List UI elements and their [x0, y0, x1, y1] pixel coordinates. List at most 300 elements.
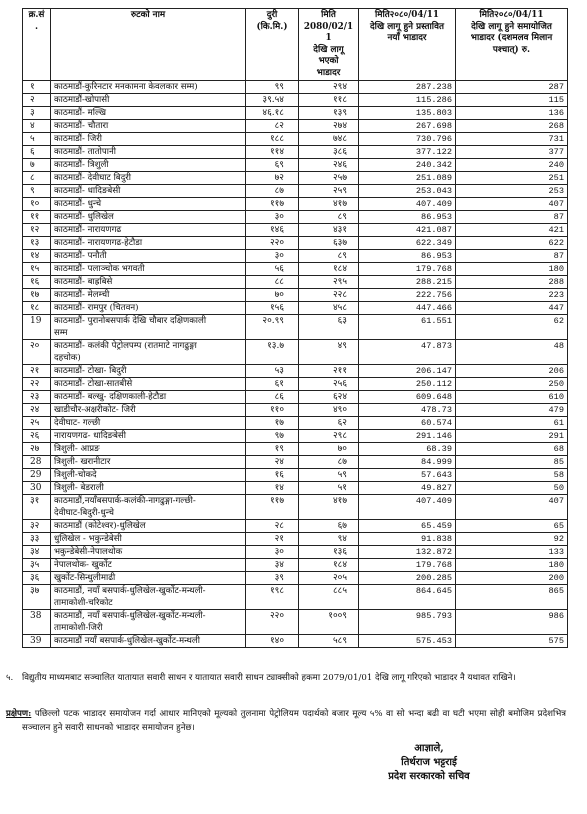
serial-number-cell: २७: [23, 443, 51, 456]
distance-cell: २२०: [246, 610, 299, 635]
adjusted-fare-cell: 87: [456, 211, 568, 224]
previous-fare-cell: ५८९: [299, 635, 359, 648]
route-name-line: काठमाडौं- धुन्चे: [54, 199, 102, 209]
previous-fare-cell: ६३७: [299, 237, 359, 250]
route-name-cell: [51, 198, 246, 211]
route-name-cell: [51, 378, 246, 391]
table-row: [23, 289, 568, 302]
adjusted-fare-cell: 731: [456, 133, 568, 146]
previous-fare-cell: ८९: [299, 250, 359, 263]
previous-fare-cell: १८४: [299, 559, 359, 572]
previous-fare-cell: ९४: [299, 533, 359, 546]
serial-number-cell: २६: [23, 430, 51, 443]
proposed-fare-cell: 251.089: [359, 172, 456, 185]
serial-number-cell: 28: [23, 456, 51, 469]
distance-cell: ३०: [246, 546, 299, 559]
route-name-line: काठमाडौं- धुलिखेल: [54, 212, 114, 222]
serial-number-cell: ३४: [23, 546, 51, 559]
previous-fare-cell: ५९: [299, 469, 359, 482]
adjusted-fare-cell: 133: [456, 546, 568, 559]
table-row: [23, 635, 568, 648]
route-name-line: नारायणगढ- धादिङबेसी: [54, 431, 126, 441]
header-distance: [246, 9, 299, 81]
proposed-fare-cell: 609.648: [359, 391, 456, 404]
fare-table-body: [23, 81, 568, 648]
table-row: [23, 250, 568, 263]
route-name-line: काठमाडौं- मेलम्ची: [54, 290, 110, 300]
route-name-cell: [51, 456, 246, 469]
table-row: [23, 159, 568, 172]
table-row: [23, 417, 568, 430]
table-row: [23, 391, 568, 404]
route-name-line: काठमाडौं- बाह्रबिसे: [54, 277, 113, 287]
previous-fare-cell: ८९: [299, 211, 359, 224]
route-name-line: खाडीचौर-अक्षरीकोट- जिरी: [54, 405, 136, 415]
previous-fare-cell: २५६: [299, 378, 359, 391]
route-name-cell: [51, 211, 246, 224]
proposed-fare-cell: 57.643: [359, 469, 456, 482]
route-name-line: काठमाडौं- नारायणगढ-हेटौडा: [54, 238, 143, 248]
table-row: [23, 107, 568, 120]
route-name-cell: [51, 482, 246, 495]
distance-cell: ८७: [246, 185, 299, 198]
proposed-fare-cell: 288.215: [359, 276, 456, 289]
previous-fare-cell: ११८: [299, 94, 359, 107]
route-name-line: काठमाडौं- नारायणगढ: [54, 225, 122, 235]
route-name-line: काठमाडौं- देवीघाट बिदुरी: [54, 173, 132, 183]
distance-cell: २०.९९: [246, 315, 299, 340]
route-name-line: दहचोक): [54, 353, 81, 363]
previous-fare-cell: ४३१: [299, 224, 359, 237]
proposed-fare-cell: 86.953: [359, 211, 456, 224]
header-line: (कि.मि.): [256, 21, 288, 32]
serial-number-cell: १८: [23, 302, 51, 315]
adjusted-fare-cell: 291: [456, 430, 568, 443]
route-name-line: काठमाडौं- चौतारा: [54, 121, 109, 131]
distance-cell: ३९.५४: [246, 94, 299, 107]
serial-number-cell: १५: [23, 263, 51, 276]
serial-number-cell: ९: [23, 185, 51, 198]
adjusted-fare-cell: 251: [456, 172, 568, 185]
route-name-cell: [51, 120, 246, 133]
distance-cell: १७: [246, 417, 299, 430]
table-row: [23, 224, 568, 237]
previous-fare-cell: २४६: [299, 159, 359, 172]
serial-number-cell: १६: [23, 276, 51, 289]
table-row: [23, 172, 568, 185]
serial-number-cell: ३५: [23, 559, 51, 572]
fare-table: [22, 8, 568, 648]
route-name-line: त्रिशुली-चोकदे: [54, 470, 97, 480]
adjusted-fare-cell: 68: [456, 443, 568, 456]
previous-fare-cell: १००९: [299, 610, 359, 635]
table-row: [23, 302, 568, 315]
table-row: [23, 94, 568, 107]
previous-fare-cell: ६२४: [299, 391, 359, 404]
serial-number-cell: ३: [23, 107, 51, 120]
proposed-fare-cell: 864.645: [359, 585, 456, 610]
distance-cell: २१: [246, 533, 299, 546]
header-line: क्र.सं: [28, 10, 45, 20]
header-line: देखि लागू हुने प्रस्तावित: [370, 21, 444, 32]
proposed-fare-cell: 61.551: [359, 315, 456, 340]
header-serial-number: [23, 9, 51, 81]
adjusted-fare-cell: 48: [456, 340, 568, 365]
route-name-cell: [51, 237, 246, 250]
distance-cell: ५६: [246, 263, 299, 276]
route-name-cell: [51, 365, 246, 378]
route-name-line: त्रिशुली- बेडराली: [54, 483, 104, 493]
proposed-fare-cell: 49.827: [359, 482, 456, 495]
serial-number-cell: १२: [23, 224, 51, 237]
previous-fare-cell: २७४: [299, 120, 359, 133]
previous-fare-cell: ८८५: [299, 585, 359, 610]
adjusted-fare-cell: 447: [456, 302, 568, 315]
route-name-cell: [51, 81, 246, 94]
distance-cell: ४६.१८: [246, 107, 299, 120]
serial-number-cell: २१: [23, 365, 51, 378]
table-row: [23, 276, 568, 289]
proposed-fare-cell: 206.147: [359, 365, 456, 378]
distance-cell: ६१: [246, 378, 299, 391]
adjusted-fare-cell: 865: [456, 585, 568, 610]
distance-cell: १६: [246, 469, 299, 482]
adjusted-fare-cell: 253: [456, 185, 568, 198]
signature-block: [364, 742, 494, 784]
distance-cell: ११७: [246, 198, 299, 211]
proposed-fare-cell: 730.796: [359, 133, 456, 146]
adjusted-fare-cell: 240: [456, 159, 568, 172]
table-row: [23, 378, 568, 391]
distance-cell: ९९: [246, 81, 299, 94]
previous-fare-cell: १३९: [299, 107, 359, 120]
proposed-fare-cell: 65.459: [359, 520, 456, 533]
adjusted-fare-cell: 421: [456, 224, 568, 237]
distance-cell: ३०: [246, 250, 299, 263]
route-name-line: तामाकोशी-चरिकोट: [54, 598, 113, 608]
route-name-line: त्रिशुली- आप्रङ: [54, 444, 100, 454]
route-name-line: काठमाडौं (कोटेश्वर)-धुलिखेल: [54, 521, 146, 531]
header-line: रुटको नाम: [130, 10, 166, 20]
adjusted-fare-cell: 287: [456, 81, 568, 94]
distance-cell: ८२: [246, 120, 299, 133]
serial-number-cell: ३२: [23, 520, 51, 533]
proposed-fare-cell: 179.768: [359, 559, 456, 572]
proposed-fare-cell: 985.793: [359, 610, 456, 635]
serial-number-cell: 19: [23, 315, 51, 340]
distance-cell: ६९: [246, 159, 299, 172]
route-name-line: काठमाडौं, नयाँ बसपार्क-धुलिखेल-खुर्कोट-मन्थली-: [54, 611, 206, 621]
serial-number-cell: 38: [23, 610, 51, 635]
proposed-fare-cell: 86.953: [359, 250, 456, 263]
table-row: [23, 340, 568, 365]
route-name-cell: [51, 250, 246, 263]
serial-number-cell: १४: [23, 250, 51, 263]
route-name-cell: [51, 224, 246, 237]
distance-cell: ७२: [246, 172, 299, 185]
proposed-fare-cell: 179.768: [359, 263, 456, 276]
adjusted-fare-cell: 92: [456, 533, 568, 546]
table-row: [23, 133, 568, 146]
previous-fare-cell: ६७: [299, 520, 359, 533]
proposed-fare-cell: 84.999: [359, 456, 456, 469]
header-line: नयाँ भाडादर: [387, 33, 427, 43]
serial-number-cell: २३: [23, 391, 51, 404]
header-line: भाडादर: [316, 67, 341, 78]
header-previous-fare: [299, 9, 359, 81]
proposed-fare-cell: 115.286: [359, 94, 456, 107]
serial-number-cell: ६: [23, 146, 51, 159]
proposed-fare-cell: 407.409: [359, 495, 456, 520]
route-name-cell: [51, 172, 246, 185]
route-name-cell: [51, 263, 246, 276]
route-name-cell: [51, 185, 246, 198]
route-name-cell: [51, 133, 246, 146]
previous-fare-cell: २२८: [299, 289, 359, 302]
table-row: [23, 430, 568, 443]
route-name-line: काठमाडौं- मल्खि: [54, 108, 107, 118]
previous-fare-cell: ४९०: [299, 404, 359, 417]
table-row: [23, 443, 568, 456]
proposed-fare-cell: 135.803: [359, 107, 456, 120]
previous-fare-cell: २०५: [299, 572, 359, 585]
table-row: [23, 456, 568, 469]
route-name-line: काठमाडौं नयाँ बसपार्क-धुलिखेल-खुर्कोट-मन्थली: [54, 636, 200, 646]
projection-text: पछिल्लो पटक भाडादर समायोजन गर्दा आधार मानिएको मूल्यको तुलनामा पेट्रोलियम पदार्थको बजार मूल्य ५% वा सो भन्दा बढी वा घटी भएमा सोही बमोजिम प्रदेशभित्र सञ्चालन हुने सवारी साधनको भाडादर समायोजन हुनेछ।: [22, 709, 566, 733]
distance-cell: १८८: [246, 133, 299, 146]
serial-number-cell: १०: [23, 198, 51, 211]
route-name-line: खुर्कोट-सिन्धुलीमाढी: [54, 573, 116, 583]
table-row: [23, 315, 568, 340]
distance-cell: ३९: [246, 572, 299, 585]
adjusted-fare-cell: 622: [456, 237, 568, 250]
projection-note: [6, 707, 566, 735]
table-row: [23, 585, 568, 610]
adjusted-fare-cell: 50: [456, 482, 568, 495]
adjusted-fare-cell: 407: [456, 198, 568, 211]
proposed-fare-cell: 287.238: [359, 81, 456, 94]
route-name-line: धुलिखेल - भकुन्डेबेसी: [54, 534, 122, 544]
previous-fare-cell: १८४: [299, 263, 359, 276]
route-name-line: काठमाडौं- जिरी: [54, 134, 102, 144]
header-line: 1: [325, 33, 332, 43]
route-name-line: भकुन्डेबेसी-नेपालथोक: [54, 547, 123, 557]
table-row: [23, 520, 568, 533]
table-row: [23, 572, 568, 585]
adjusted-fare-cell: 223: [456, 289, 568, 302]
proposed-fare-cell: 47.873: [359, 340, 456, 365]
distance-cell: १४०: [246, 635, 299, 648]
route-name-cell: [51, 430, 246, 443]
route-name-cell: [51, 520, 246, 533]
table-row: [23, 482, 568, 495]
route-name-line: काठमाडौं-कुरिनटार मनकामना केवलकार सम्म): [54, 82, 198, 92]
previous-fare-cell: २९४: [299, 81, 359, 94]
previous-fare-cell: २११: [299, 365, 359, 378]
adjusted-fare-cell: 180: [456, 263, 568, 276]
proposed-fare-cell: 291.146: [359, 430, 456, 443]
table-row: [23, 559, 568, 572]
route-name-line: काठमाडौं- कलंकी पेट्रोलपम्प (रातमाटे नागढुङ्गा: [54, 341, 197, 351]
header-line: 2080/02/1: [303, 21, 354, 32]
header-line: देखि लागू: [313, 44, 344, 55]
route-name-cell: [51, 585, 246, 610]
previous-fare-cell: २५९: [299, 185, 359, 198]
distance-cell: ८८: [246, 276, 299, 289]
proposed-fare-cell: 267.698: [359, 120, 456, 133]
route-name-cell: [51, 417, 246, 430]
route-name-line: काठमाडौं- टोखा-सातबीसे: [54, 379, 133, 389]
serial-number-cell: 30: [23, 482, 51, 495]
header-route-name: [51, 9, 246, 81]
table-row: [23, 211, 568, 224]
distance-cell: ११७: [246, 495, 299, 520]
distance-cell: १४: [246, 482, 299, 495]
route-name-cell: [51, 146, 246, 159]
previous-fare-cell: ६३: [299, 315, 359, 340]
serial-number-cell: 29: [23, 469, 51, 482]
proposed-fare-cell: 250.112: [359, 378, 456, 391]
proposed-fare-cell: 222.756: [359, 289, 456, 302]
route-name-line: सम्म: [54, 328, 68, 338]
proposed-fare-cell: 60.574: [359, 417, 456, 430]
table-row: [23, 185, 568, 198]
route-name-cell: [51, 559, 246, 572]
table-row: [23, 120, 568, 133]
proposed-fare-cell: 240.342: [359, 159, 456, 172]
header-adjusted-fare: [456, 9, 568, 81]
route-name-cell: [51, 315, 246, 340]
projection-label: प्रक्षेपण:: [6, 709, 32, 719]
route-name-line: काठमाडौं, नयाँ बसपार्क-धुलिखेल-खुर्कोट-मन्थली-: [54, 586, 206, 596]
distance-cell: ३४: [246, 559, 299, 572]
previous-fare-cell: ४१७: [299, 198, 359, 211]
proposed-fare-cell: 478.73: [359, 404, 456, 417]
distance-cell: १९: [246, 443, 299, 456]
adjusted-fare-cell: 206: [456, 365, 568, 378]
adjusted-fare-cell: 268: [456, 120, 568, 133]
route-name-line: काठमाडौं- त्रिशुली: [54, 160, 109, 170]
route-name-cell: [51, 533, 246, 546]
route-name-cell: [51, 635, 246, 648]
route-name-cell: [51, 276, 246, 289]
adjusted-fare-cell: 250: [456, 378, 568, 391]
signatory-designation: प्रदेश सरकारको सचिव: [388, 771, 470, 782]
table-row: [23, 237, 568, 250]
route-name-line: देवीघाट- गल्छी: [54, 418, 101, 428]
proposed-fare-cell: 421.087: [359, 224, 456, 237]
table-row: [23, 146, 568, 159]
previous-fare-cell: ४१७: [299, 495, 359, 520]
table-row: [23, 533, 568, 546]
route-name-cell: [51, 610, 246, 635]
proposed-fare-cell: 447.466: [359, 302, 456, 315]
distance-cell: १३.७: [246, 340, 299, 365]
route-name-line: काठमाडौं- पनौती: [54, 251, 107, 261]
route-name-line: काठमाडौं- धादिङबेसी: [54, 186, 121, 196]
route-name-line: काठमाडौं- तातोपानी: [54, 147, 116, 157]
route-name-line: काठमाडौं- बल्खु- दक्षिणकाली-हेटौडा: [54, 392, 167, 402]
distance-cell: २२०: [246, 237, 299, 250]
route-name-line: काठमाडौं- टोखा- बिदुरी: [54, 366, 127, 376]
serial-number-cell: ३६: [23, 572, 51, 585]
route-name-line: काठमाडौं-खोपासी: [54, 95, 110, 105]
distance-cell: १४६: [246, 224, 299, 237]
adjusted-fare-cell: 62: [456, 315, 568, 340]
route-name-line: काठमाडौं- रामपुर (चितवन): [54, 303, 139, 313]
adjusted-fare-cell: 288: [456, 276, 568, 289]
route-name-line: नेपालथोक- खुर्कोट: [54, 560, 112, 570]
adjusted-fare-cell: 115: [456, 94, 568, 107]
adjusted-fare-cell: 65: [456, 520, 568, 533]
route-name-cell: [51, 495, 246, 520]
serial-number-cell: ४: [23, 120, 51, 133]
distance-cell: ११४: [246, 146, 299, 159]
route-name-line: त्रिशुली- खरानीटार: [54, 457, 111, 467]
table-row: [23, 263, 568, 276]
header-line: मिति२०८०/04/11: [479, 10, 544, 20]
previous-fare-cell: ७४८: [299, 133, 359, 146]
proposed-fare-cell: 200.285: [359, 572, 456, 585]
distance-cell: ८६: [246, 391, 299, 404]
header-line: .: [34, 21, 39, 32]
adjusted-fare-cell: 85: [456, 456, 568, 469]
distance-cell: ३०: [246, 211, 299, 224]
table-row: [23, 546, 568, 559]
footnote-text: विद्युतीय माध्यमबाट सञ्चालित यातायात सवारी साधन र यातायात सवारी साधन ट्याक्सीको हकमा 2079/01/01 देखि लागू गरिएको भाडादर नै यथावत राखिने।: [22, 673, 516, 683]
adjusted-fare-cell: 200: [456, 572, 568, 585]
adjusted-fare-cell: 407: [456, 495, 568, 520]
header-line: देखि लागू हुने समायोजित: [471, 21, 552, 32]
previous-fare-cell: २९८: [299, 430, 359, 443]
route-name-line: काठमाडौं- पलाञ्चोक भगवती: [54, 264, 145, 274]
route-name-cell: [51, 159, 246, 172]
table-row: [23, 198, 568, 211]
serial-number-cell: ३१: [23, 495, 51, 520]
serial-number-cell: २२: [23, 378, 51, 391]
adjusted-fare-cell: 180: [456, 559, 568, 572]
proposed-fare-cell: 575.453: [359, 635, 456, 648]
header-line: भएको: [318, 56, 339, 66]
serial-number-cell: ३३: [23, 533, 51, 546]
route-name-cell: [51, 572, 246, 585]
previous-fare-cell: ८७: [299, 456, 359, 469]
previous-fare-cell: २९५: [299, 276, 359, 289]
adjusted-fare-cell: 87: [456, 250, 568, 263]
route-name-cell: [51, 289, 246, 302]
proposed-fare-cell: 377.122: [359, 146, 456, 159]
distance-cell: २८: [246, 520, 299, 533]
previous-fare-cell: १३६: [299, 546, 359, 559]
previous-fare-cell: ४५८: [299, 302, 359, 315]
serial-number-cell: १७: [23, 289, 51, 302]
distance-cell: ११०: [246, 404, 299, 417]
signature-order: आज्ञाले,: [414, 743, 444, 754]
header-proposed-fare: [359, 9, 456, 81]
proposed-fare-cell: 407.409: [359, 198, 456, 211]
proposed-fare-cell: 91.838: [359, 533, 456, 546]
previous-fare-cell: ५१: [299, 482, 359, 495]
adjusted-fare-cell: 610: [456, 391, 568, 404]
previous-fare-cell: २५७: [299, 172, 359, 185]
distance-cell: १५६: [246, 302, 299, 315]
route-name-line: देवीघाट-बिदुरी-धुन्चे: [54, 508, 114, 518]
table-row: [23, 469, 568, 482]
distance-cell: ५३: [246, 365, 299, 378]
distance-cell: २४: [246, 456, 299, 469]
proposed-fare-cell: 253.043: [359, 185, 456, 198]
previous-fare-cell: ४९: [299, 340, 359, 365]
